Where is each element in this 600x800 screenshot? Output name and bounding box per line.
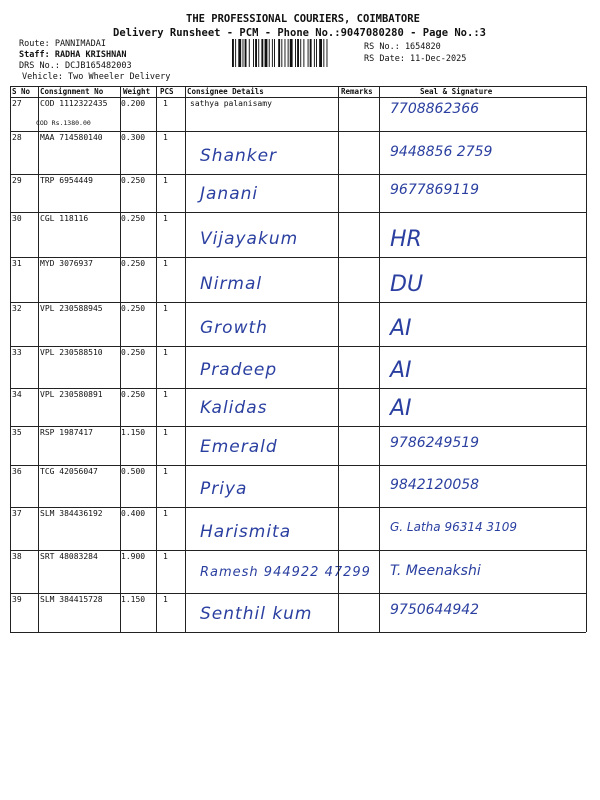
barcode-bar (269, 39, 270, 67)
barcode-bar (297, 39, 299, 67)
rs-number: RS No.: 1654820 (364, 42, 441, 52)
table-row (10, 212, 586, 257)
pieces-count: 1 (163, 390, 168, 399)
weight-value: 0.250 (121, 390, 146, 399)
barcode-bar (281, 39, 282, 67)
pieces-count: 1 (163, 428, 168, 437)
row-divider (10, 131, 586, 132)
serial-number: 34 (12, 390, 22, 399)
signature-handwritten: T. Meenakshi (390, 563, 481, 579)
serial-number: 29 (12, 176, 22, 185)
signature-handwritten: AI (390, 396, 412, 421)
staff-label: Staff: RADHA KRISHNAN (19, 50, 127, 60)
barcode-bar (265, 39, 268, 67)
consignment-number: VPL 230580891 (40, 390, 103, 399)
weight-value: 0.250 (121, 176, 146, 185)
barcode-bar (290, 39, 293, 67)
consignment-number: COD 1112322435 (40, 99, 108, 108)
row-divider (10, 550, 586, 551)
consignee-name-handwritten: Growth (200, 318, 268, 338)
barcode-bar (245, 39, 247, 67)
col-seal-signature: Seal & Signature (420, 87, 493, 96)
barcode-bar (235, 39, 236, 67)
barcode-bar (232, 39, 234, 67)
row-divider (10, 346, 586, 347)
barcode-bar (272, 39, 273, 67)
consignee-name-handwritten: Shanker (200, 146, 278, 166)
row-divider (10, 388, 586, 389)
consignment-number: MAA 714580140 (40, 133, 103, 142)
table-row (10, 174, 586, 212)
consignment-number: MYD 3076937 (40, 259, 93, 268)
consignee-name-handwritten: Harismita (200, 522, 292, 542)
table-row (10, 593, 586, 632)
serial-number: 31 (12, 259, 22, 268)
column-divider (10, 86, 11, 632)
pieces-count: 1 (163, 176, 168, 185)
table-row (10, 346, 586, 388)
barcode-bar (314, 39, 315, 67)
drs-number: DRS No.: DCJB165482003 (19, 61, 132, 71)
table-row (10, 426, 586, 465)
table-row (10, 550, 586, 593)
table-row (10, 131, 586, 174)
column-divider (379, 86, 380, 632)
row-divider (10, 593, 586, 594)
signature-handwritten: 9448856 2759 (390, 144, 493, 160)
barcode-bar (300, 39, 301, 67)
row-divider (10, 302, 586, 303)
weight-value: 0.250 (121, 348, 146, 357)
pieces-count: 1 (163, 509, 168, 518)
table-row (10, 257, 586, 302)
col-sno: S No (12, 87, 31, 96)
consignment-number: SLM 384436192 (40, 509, 103, 518)
weight-value: 0.250 (121, 214, 146, 223)
serial-number: 33 (12, 348, 22, 357)
consignee-name-handwritten: Nirmal (200, 274, 263, 294)
pieces-count: 1 (163, 99, 168, 108)
barcode-bar (278, 39, 280, 67)
table-header (10, 86, 586, 97)
signature-handwritten: HR (390, 227, 422, 252)
consignee-name-handwritten: Janani (200, 184, 259, 204)
rs-date: RS Date: 11-Dec-2025 (364, 54, 467, 64)
row-divider (10, 465, 586, 466)
barcode-bar (288, 39, 289, 67)
col-consignee: Consignee Details (187, 87, 264, 96)
consignment-number: TRP 6954449 (40, 176, 93, 185)
barcode-bar (253, 39, 254, 67)
row-divider (10, 212, 586, 213)
runsheet-subtitle: Delivery Runsheet - PCM - Phone No.:9047080280 - Page No.:3 (113, 27, 486, 39)
signature-handwritten: 9786249519 (390, 435, 480, 451)
weight-value: 0.300 (121, 133, 146, 142)
serial-number: 38 (12, 552, 22, 561)
weight-value: 0.250 (121, 259, 146, 268)
column-divider (120, 86, 121, 632)
col-pcs: PCS (160, 87, 174, 96)
serial-number: 36 (12, 467, 22, 476)
cod-amount: COD Rs.1380.00 (36, 119, 91, 127)
pieces-count: 1 (163, 552, 168, 561)
signature-handwritten: 9677869119 (390, 182, 480, 198)
barcode-bar (258, 39, 259, 67)
row-divider (10, 507, 586, 508)
column-divider (185, 86, 186, 632)
pieces-count: 1 (163, 304, 168, 313)
consignee-name-handwritten: Kalidas (200, 398, 268, 418)
consignee-name-handwritten: Senthil kum (200, 604, 313, 624)
column-divider (586, 86, 587, 632)
weight-value: 0.200 (121, 99, 146, 108)
consignee-name-printed: sathya palanisamy (190, 99, 272, 108)
barcode-bar (274, 39, 275, 67)
table-row (10, 465, 586, 507)
consignment-number: SRT 48083284 (40, 552, 98, 561)
signature-handwritten: 9842120058 (390, 477, 480, 493)
consignee-name-handwritten: Vijayakum (200, 229, 299, 249)
serial-number: 37 (12, 509, 22, 518)
barcode-image (232, 39, 360, 67)
barcode-bar (295, 39, 296, 67)
company-title: THE PROFESSIONAL COURIERS, COIMBATORE (186, 13, 420, 25)
table-top-border (10, 86, 586, 87)
barcode-bar (327, 39, 328, 67)
serial-number: 30 (12, 214, 22, 223)
barcode-bar (261, 39, 263, 67)
barcode-bar (310, 39, 312, 67)
pieces-count: 1 (163, 348, 168, 357)
weight-value: 0.500 (121, 467, 146, 476)
barcode-bar (303, 39, 304, 67)
weight-value: 1.900 (121, 552, 146, 561)
consignment-number: TCG 42056047 (40, 467, 98, 476)
signature-handwritten: G. Latha 96314 3109 (390, 520, 517, 534)
barcode-bar (319, 39, 322, 67)
serial-number: 35 (12, 428, 22, 437)
col-consignment: Consignment No (40, 87, 104, 96)
serial-number: 27 (12, 99, 22, 108)
column-divider (38, 86, 39, 632)
barcode-bar (243, 39, 244, 67)
consignment-number: CGL 118116 (40, 214, 89, 223)
pieces-count: 1 (163, 259, 168, 268)
pieces-count: 1 (163, 595, 168, 604)
consignment-number: SLM 384415728 (40, 595, 103, 604)
signature-handwritten: 9750644942 (390, 602, 480, 618)
barcode-bar (323, 39, 324, 67)
route-label: Route: PANNIMADAI (19, 39, 106, 49)
row-divider (10, 426, 586, 427)
weight-value: 1.150 (121, 428, 146, 437)
consignee-name-handwritten: Ramesh 944922 47299 (200, 565, 371, 580)
row-divider (10, 257, 586, 258)
barcode-bar (285, 39, 286, 67)
consignment-number: VPL 230588510 (40, 348, 103, 357)
barcode-bar (308, 39, 309, 67)
weight-value: 0.250 (121, 304, 146, 313)
table-row (10, 388, 586, 426)
table-row (10, 507, 586, 550)
weight-value: 0.400 (121, 509, 146, 518)
col-weight: Weight (123, 87, 151, 96)
column-divider (156, 86, 157, 632)
consignee-name-handwritten: Pradeep (200, 360, 278, 380)
weight-value: 1.150 (121, 595, 146, 604)
table-bottom-border (10, 632, 586, 633)
col-remarks: Remarks (341, 87, 373, 96)
serial-number: 32 (12, 304, 22, 313)
barcode-bar (249, 39, 250, 67)
table-row (10, 302, 586, 346)
serial-number: 28 (12, 133, 22, 142)
signature-handwritten: 7708862366 (390, 101, 480, 117)
pieces-count: 1 (163, 467, 168, 476)
signature-handwritten: AI (390, 358, 412, 383)
row-divider (10, 97, 586, 98)
pieces-count: 1 (163, 133, 168, 142)
pieces-count: 1 (163, 214, 168, 223)
table-row (10, 97, 586, 131)
serial-number: 39 (12, 595, 22, 604)
consignment-number: RSP 1987417 (40, 428, 93, 437)
barcode-bar (316, 39, 317, 67)
row-divider (10, 174, 586, 175)
signature-handwritten: DU (390, 272, 424, 297)
signature-handwritten: AI (390, 316, 412, 341)
barcode-bar (238, 39, 241, 67)
vehicle-label: Vehicle: Two Wheeler Delivery (22, 72, 171, 82)
column-divider (338, 86, 339, 632)
consignee-name-handwritten: Emerald (200, 437, 278, 457)
barcode-bar (255, 39, 257, 67)
consignment-number: VPL 230588945 (40, 304, 103, 313)
consignee-name-handwritten: Priya (200, 479, 248, 499)
